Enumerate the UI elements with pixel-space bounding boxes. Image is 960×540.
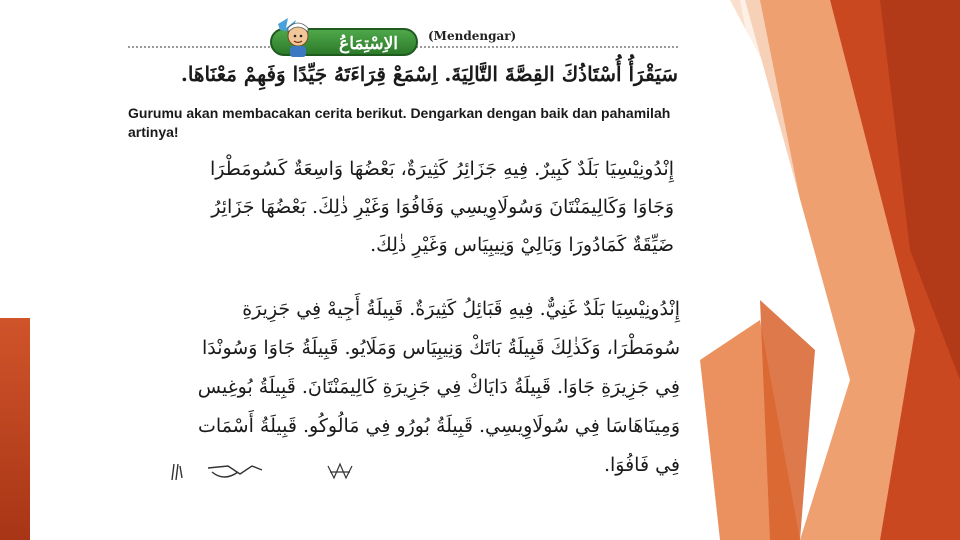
paragraph-line: فِي جَزِيرَةِ جَاوَا. قَبِيلَةُ دَايَاكْ فِي جَزِيرَةِ كَالِيمَنْتَانَ. قَبِيلَةُ بُوغِيس: [197, 376, 680, 398]
paragraph-line: سُومَطْرَا، وَكَذٰلِكَ قَبِيلَةُ بَاتَكْ وَنِيبِيَاس وَمَلَايُو. قَبِيلَةُ جَاوَا وَسُونْدَا: [201, 337, 680, 359]
paragraph-line: إِنْدُونِيْسِيَا بَلَدٌ غَنِيٌّ. فِيهِ قَبَائِلُ كَثِيرَةٌ. قَبِيلَةُ أَجِيهْ فِي جَزِيرَةِ: [242, 298, 680, 320]
scanned-textbook-page: [100, 0, 720, 540]
reading-paragraph-1: [186, 150, 674, 264]
section-label-latin: (Mendengar): [428, 29, 517, 43]
paragraph-line: إِنْدُونِيْسِيَا بَلَدٌ كَبِيرٌ. فِيهِ جَزَائِرُ كَثِيرَةٌ، بَعْضُهَا وَاسِعَةٌ كَسُومَطْرَا: [209, 158, 674, 180]
paragraph-line: ضَيِّقَةٌ كَمَادُورَا وَبَالِيْ وَنِيبِيَاس وَغَيْرِ ذٰلِكَ.: [370, 234, 674, 256]
paragraph-line: وَجَاوَا وَكَالِيمَنْتَانَ وَسُولَاوِيسِي وَفَافُوَا وَغَيْرِ ذٰلِكَ. بَعْضُهَا جَزَائِرُ: [211, 196, 674, 218]
paragraph-line: فِي فَافُوَا.: [603, 454, 680, 476]
section-title-badge: الاِسْتِمَاعُ: [270, 28, 418, 56]
paragraph-line: وَمِينَاهَاسَا فِي سُولَاوِيسِي. قَبِيلَةُ بُورُو فِي مَالُوكُو. قَبِيلَةُ أَسْمَات: [198, 415, 680, 437]
slide-left-accent-bar: [0, 318, 30, 540]
instruction-arabic: سَيَقْرَأُ أُسْتَاذُكَ القِصَّةَ التَّالِيَةَ. اِسْمَعْ قِرَاءَتَهُ جَيِّدًا وَفَهِمْ مَعْنَاهَا.: [180, 62, 678, 86]
child-mascot-icon: [276, 16, 312, 58]
instruction-latin: Gurumu akan membacakan cerita berikut. Dengarkan dengan baik dan pahamilah artinya!: [128, 105, 671, 140]
scan-artifact-marks: [168, 458, 388, 486]
reading-paragraph-2: [180, 290, 680, 485]
